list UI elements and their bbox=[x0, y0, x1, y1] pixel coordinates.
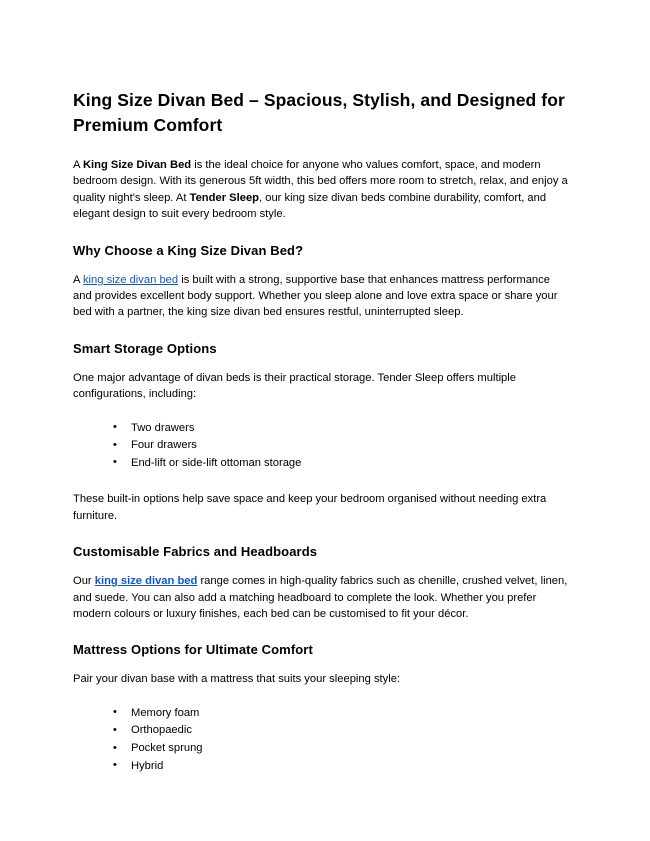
list-item: • Four drawers bbox=[113, 437, 568, 455]
intro-paragraph bbox=[73, 157, 568, 223]
smart-storage-intro-paragraph: One major advantage of divan beds is their practical storage. Tender Sleep offers multiple configurations, including: bbox=[73, 371, 516, 401]
storage-options-list bbox=[73, 420, 568, 473]
mattress-options-list bbox=[73, 705, 568, 775]
list-item: • Hybrid bbox=[113, 758, 568, 776]
list-item: • Two drawers bbox=[113, 420, 568, 438]
section-heading-smart-storage: Smart Storage Options bbox=[73, 340, 217, 356]
list-item: • Memory foam bbox=[113, 705, 568, 723]
intro-text-part-3: , our king size divan beds combine durability, comfort, and elegant design to suit every bedroom style. bbox=[73, 191, 547, 221]
fabrics-text-part-1: Our bbox=[73, 575, 95, 588]
section-heading-mattress-options: Mattress Options for Ultimate Comfort bbox=[73, 642, 313, 658]
smart-storage-closing-paragraph: These built-in options help save space and keep your bedroom organised without needing extra furniture. bbox=[73, 493, 547, 522]
intro-text-part-1: A bbox=[73, 159, 83, 171]
link-king-size-divan-bed-1[interactable]: king size divan bed bbox=[82, 273, 179, 286]
page-title: King Size Divan Bed – Spacious, Stylish, and Designed for Premium Comfort bbox=[73, 90, 565, 135]
why-choose-paragraph bbox=[73, 272, 568, 321]
section-heading-why-choose: Why Choose a King Size Divan Bed? bbox=[73, 242, 304, 258]
section-heading-customisable-fabrics: Customisable Fabrics and Headboards bbox=[73, 544, 318, 560]
link-king-size-divan-bed-2[interactable]: king size divan bed bbox=[94, 575, 198, 588]
list-item: • Pocket sprung bbox=[113, 740, 568, 758]
intro-bold-king-size-divan-bed: King Size Divan Bed bbox=[82, 159, 192, 171]
list-item: • End-lift or side-lift ottoman storage bbox=[113, 455, 568, 473]
intro-text-part-2: is the ideal choice for anyone who values comfort, space, and modern bedroom design. With its generous 5ft width, this bed offers more room to stretch, relax, and enjoy a quality night's sleep. At bbox=[73, 159, 568, 204]
intro-bold-tender-sleep: Tender Sleep bbox=[189, 191, 260, 204]
why-choose-text-part-2: is built with a strong, supportive base that enhances mattress performance and provides excellent body support. Whether you sleep alone and love extra space or share your bed with a partner, the king size divan bed ensures restful, uninterrupted sleep. bbox=[73, 273, 558, 319]
fabrics-text-part-2: range comes in high-quality fabrics such as chenille, crushed velvet, linen, and suede. You can also add a matching headboard to complete the look. Whether you prefer modern colours or luxury finishes, each bed can be customised to fit your décor. bbox=[73, 575, 568, 621]
why-choose-text-part-1: A bbox=[73, 273, 83, 286]
customisable-fabrics-paragraph bbox=[73, 573, 568, 622]
mattress-intro-paragraph: Pair your divan base with a mattress that suits your sleeping style: bbox=[73, 673, 401, 686]
list-item: • Orthopaedic bbox=[113, 722, 568, 740]
